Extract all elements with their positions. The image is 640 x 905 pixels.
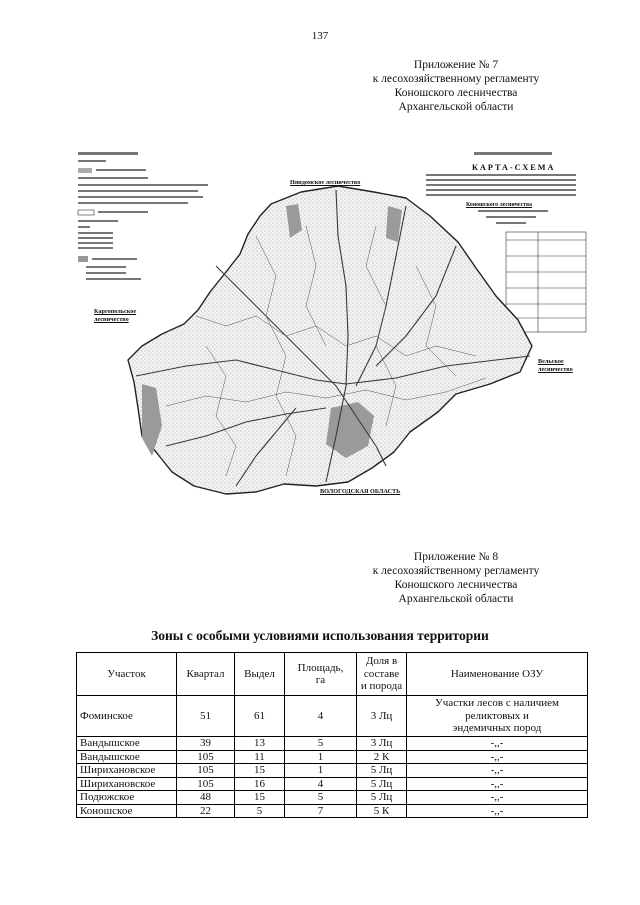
cell-vydel: 11 <box>235 750 285 764</box>
cell-name-line-1: Участки лесов с наличием <box>435 697 559 710</box>
cell-uchastok: Ширихановское <box>77 777 177 791</box>
page-number: 137 <box>311 30 329 42</box>
forestry-map-drawing <box>76 146 588 511</box>
cell-vydel: 16 <box>235 777 285 791</box>
cell-name: -,,- <box>407 737 588 751</box>
map-label-west-line-1: Каргопольское <box>94 308 137 315</box>
cell-kvartal: 48 <box>177 791 235 805</box>
table-row <box>77 777 588 791</box>
forestry-map <box>76 146 588 511</box>
cell-share: 2 К <box>357 750 407 764</box>
cell-uchastok: Фоминское <box>77 696 177 737</box>
cell-share: 5 К <box>357 804 407 818</box>
cell-name: -,,- <box>407 804 588 818</box>
table-row <box>77 791 588 805</box>
header-vydel: Выдел <box>235 653 285 696</box>
cell-area: 7 <box>285 804 357 818</box>
ozu-table <box>76 652 588 818</box>
cell-vydel: 5 <box>235 804 285 818</box>
appendix-8-line-1: Приложение № 8 <box>413 551 499 563</box>
cell-name <box>407 696 588 737</box>
header-share-line-2: составе <box>363 667 400 680</box>
appendix-7-line-4: Архангельской области <box>398 101 514 113</box>
header-name: Наименование ОЗУ <box>407 653 588 696</box>
appendix-7-line-3: Коношского лесничества <box>394 87 518 99</box>
map-territory <box>128 186 532 494</box>
map-label-west-line-2: лесничество <box>94 316 129 323</box>
table-row <box>77 750 588 764</box>
table-row <box>77 737 588 751</box>
cell-share: 5 Лц <box>357 764 407 778</box>
appendix-8-line-2: к лесохозяйственному регламенту <box>372 565 540 577</box>
appendix-8-caption <box>306 550 606 606</box>
cell-name: -,,- <box>407 750 588 764</box>
map-legend <box>78 152 208 280</box>
map-label-south: ВОЛОГОДСКАЯ ОБЛАСТЬ <box>320 488 401 495</box>
cell-vydel: 13 <box>235 737 285 751</box>
cell-kvartal: 22 <box>177 804 235 818</box>
table-header-row <box>77 653 588 696</box>
header-kvartal: Квартал <box>177 653 235 696</box>
appendix-8-line-4: Архангельской области <box>398 593 514 605</box>
cell-share: 3 Лц <box>357 737 407 751</box>
cell-kvartal: 105 <box>177 777 235 791</box>
cell-area: 4 <box>285 696 357 737</box>
cell-vydel: 15 <box>235 764 285 778</box>
appendix-7-line-2: к лесохозяйственному регламенту <box>372 73 540 85</box>
header-area-line-2: га <box>315 674 326 686</box>
map-title: КАРТА-СХЕМА <box>472 163 556 172</box>
cell-area: 1 <box>285 764 357 778</box>
map-label-east-line-1: Вельское <box>538 358 564 365</box>
cell-area: 5 <box>285 791 357 805</box>
cell-kvartal: 51 <box>177 696 235 737</box>
map-label-north: Няндомское лесничество <box>290 179 361 186</box>
cell-uchastok: Ширихановское <box>77 764 177 778</box>
cell-kvartal: 39 <box>177 737 235 751</box>
cell-uchastok: Вандышское <box>77 750 177 764</box>
map-label-west <box>94 308 136 324</box>
header-share-line-1: Доля в <box>365 655 398 668</box>
cell-uchastok: Вандышское <box>77 737 177 751</box>
cell-area: 5 <box>285 737 357 751</box>
table-row <box>77 804 588 818</box>
map-legend-table <box>506 232 586 332</box>
header-uchastok: Участок <box>77 653 177 696</box>
cell-name-line-3: эндемичных пород <box>452 722 542 735</box>
cell-share: 5 Лц <box>357 791 407 805</box>
cell-share: 3 Лц <box>357 696 407 737</box>
cell-uchastok: Подюжское <box>77 791 177 805</box>
appendix-8-line-3: Коношского лесничества <box>394 579 518 591</box>
cell-vydel: 15 <box>235 791 285 805</box>
table-row <box>77 696 588 737</box>
header-share <box>357 653 407 696</box>
cell-uchastok: Коношское <box>77 804 177 818</box>
map-label-east <box>538 358 573 374</box>
cell-area: 1 <box>285 750 357 764</box>
cell-kvartal: 105 <box>177 764 235 778</box>
cell-vydel: 61 <box>235 696 285 737</box>
cell-share: 5 Лц <box>357 777 407 791</box>
header-area-line-1: Площадь, <box>297 661 344 674</box>
header-share-line-3: и порода <box>360 680 403 693</box>
section-title: Зоны с особыми условиями использования территории <box>151 628 489 643</box>
cell-name: -,,- <box>407 764 588 778</box>
table-row <box>77 764 588 778</box>
appendix-7-caption <box>306 58 606 114</box>
map-subtitle: Коношского лесничества <box>466 202 533 208</box>
cell-name: -,,- <box>407 791 588 805</box>
appendix-7-line-1: Приложение № 7 <box>413 59 499 71</box>
header-area <box>285 653 357 696</box>
cell-kvartal: 105 <box>177 750 235 764</box>
cell-name: -,,- <box>407 777 588 791</box>
cell-area: 4 <box>285 777 357 791</box>
map-label-east-line-2: лесничество <box>538 366 573 373</box>
cell-name-line-2: реликтовых и <box>465 709 529 722</box>
